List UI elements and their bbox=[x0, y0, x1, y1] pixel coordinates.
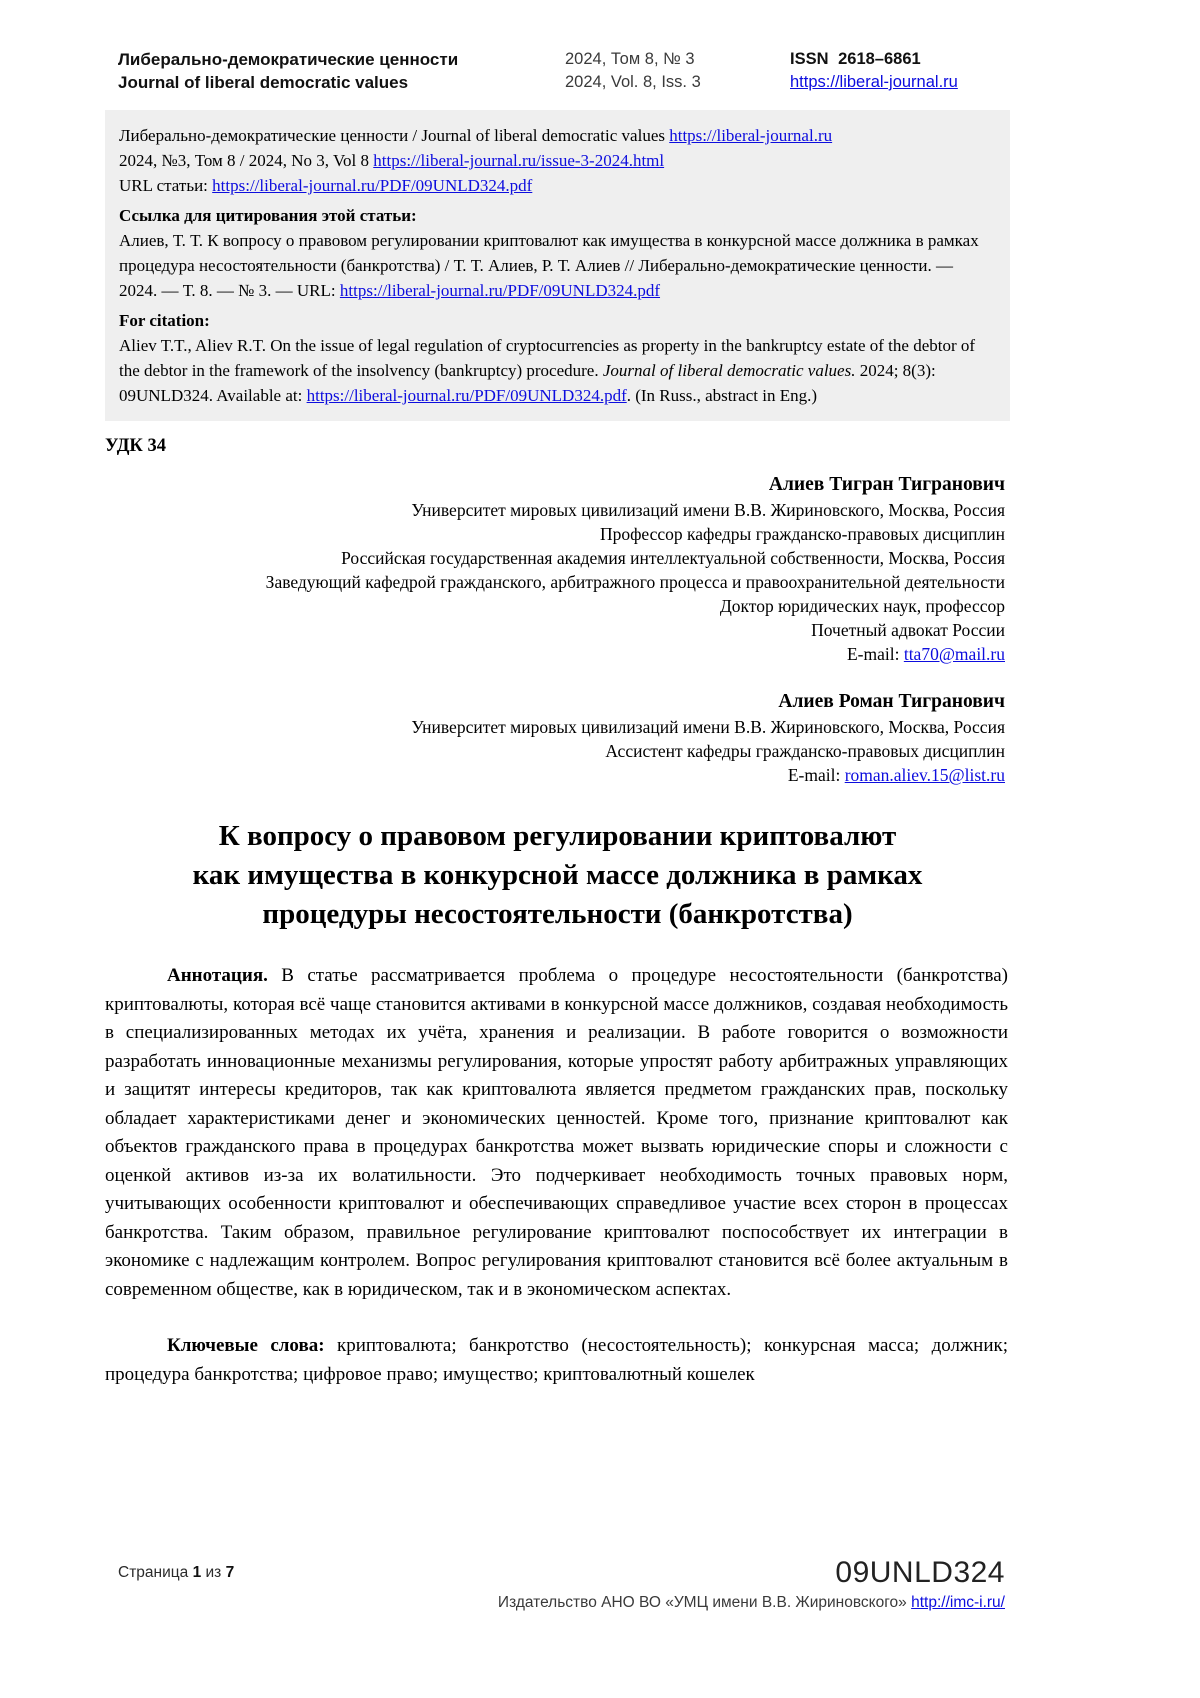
article-title-line-3: процедуры несостоятельности (банкротства) bbox=[262, 898, 853, 930]
page-counter bbox=[105, 1556, 234, 1582]
author-1-name: Алиев Тигран Тигранович bbox=[768, 474, 1005, 495]
author-1-honor: Почетный адвокат России bbox=[811, 620, 1005, 640]
en-citation-pdf-link[interactable]: https://liberal-journal.ru/PDF/09UNLD324.pdf bbox=[306, 386, 627, 405]
article-title bbox=[105, 817, 1010, 934]
citebox-journal-link[interactable]: https://liberal-journal.ru bbox=[669, 126, 833, 145]
article-id: 09UNLD324 bbox=[835, 1556, 1005, 1589]
abstract-label: Аннотация. bbox=[167, 965, 268, 986]
abstract-paragraph bbox=[105, 962, 1008, 1304]
issue-info-block bbox=[565, 48, 790, 94]
ru-citation-pdf-link[interactable]: https://liberal-journal.ru/PDF/09UNLD324.pdf bbox=[339, 281, 661, 300]
en-citation-journal-italic: Journal of liberal democratic values. bbox=[602, 361, 856, 380]
citebox-journal-text: Либерально-демократические ценности / Journal of liberal democratic values bbox=[119, 126, 670, 145]
journal-name-en: Journal of liberal democratic values bbox=[118, 73, 409, 92]
author-1-degree: Доктор юридических наук, профессор bbox=[719, 596, 1005, 616]
citebox-issue-text: 2024, №3, Том 8 / 2024, No 3, Vol 8 bbox=[119, 151, 374, 170]
author-block-2 bbox=[105, 688, 1005, 787]
footer-top-row bbox=[105, 1556, 1005, 1590]
ru-citation-heading: Ссылка для цитирования этой статьи: bbox=[119, 206, 417, 225]
author-2-email-link[interactable]: roman.aliev.15@list.ru bbox=[844, 765, 1005, 785]
publisher-link[interactable]: http://imc-i.ru/ bbox=[911, 1594, 1005, 1611]
author-2-position-1: Ассистент кафедры гражданско-правовых дисциплин bbox=[605, 741, 1005, 761]
citebox-journal-line bbox=[119, 123, 994, 148]
running-head bbox=[0, 0, 1200, 94]
en-citation-text-2: 2024; 8(3): 09UNLD324. Available at: bbox=[119, 361, 936, 405]
en-citation-heading: For citation: bbox=[119, 311, 210, 330]
keywords-text: криптовалюта; банкротство (несостоятельность); конкурсная масса; должник; процедура банкротства; цифровое право; имущество; криптовалютный кошелек bbox=[105, 1335, 1009, 1385]
author-2-affiliation-1: Университет мировых цивилизаций имени В.В. Жириновского, Москва, Россия bbox=[411, 717, 1005, 737]
en-citation-text-3: . (In Russ., abstract in Eng.) bbox=[626, 386, 818, 405]
issn-block bbox=[790, 48, 958, 94]
authors-section bbox=[105, 471, 1005, 787]
page-total: 7 bbox=[225, 1564, 235, 1581]
author-2-email-label: E-mail: bbox=[787, 765, 845, 785]
author-1-email-line bbox=[105, 642, 1005, 666]
article-url-label: URL статьи: bbox=[119, 176, 213, 195]
journal-name-ru: Либерально-демократические ценности bbox=[118, 50, 459, 69]
article-pdf-link[interactable]: https://liberal-journal.ru/PDF/09UNLD324.pdf bbox=[212, 176, 533, 195]
page-footer bbox=[105, 1556, 1005, 1612]
author-block-1 bbox=[105, 471, 1005, 666]
author-1-affiliation-1: Университет мировых цивилизаций имени В.В. Жириновского, Москва, Россия bbox=[411, 500, 1005, 520]
publisher-line bbox=[105, 1594, 1005, 1612]
author-2-name: Алиев Роман Тигранович bbox=[778, 691, 1005, 712]
journal-name-block bbox=[118, 48, 565, 94]
author-1-email-label: E-mail: bbox=[846, 644, 904, 664]
en-citation-text-1: Aliev T.T., Aliev R.T. On the issue of legal regulation of cryptocurrencies as property in the bankruptcy estate of the debtor of the debtor in the framework of the insolvency (bankruptcy) procedure. bbox=[119, 336, 976, 380]
citation-box bbox=[105, 110, 1010, 421]
author-1-position-2: Заведующий кафедрой гражданского, арбитражного процесса и правоохранительной деятельности bbox=[265, 572, 1005, 592]
ru-citation-text: Алиев, Т. Т. К вопросу о правовом регулировании криптовалют как имущества в конкурсной массе должника в рамках процедура несостоятельности (банкротства) / Т. Т. Алиев, Р. Т. Алиев // Либерально-демократические ценности. — 2024. — Т. 8. — № 3. — URL: bbox=[119, 231, 979, 300]
page-word: Страница bbox=[118, 1564, 193, 1581]
issue-info-en: 2024, Vol. 8, Iss. 3 bbox=[565, 73, 701, 91]
citebox-issue-line bbox=[119, 148, 994, 173]
issue-info-ru: 2024, Том 8, № 3 bbox=[565, 50, 695, 68]
article-title-line-1: К вопросу о правовом регулировании криптовалют bbox=[218, 820, 897, 852]
journal-site-link[interactable]: https://liberal-journal.ru bbox=[790, 73, 958, 91]
abstract-text: В статье рассматривается проблема о процедуре несостоятельности (банкротства) криптовалюты, которая всё чаще становится активами в конкурсной массе должников, создавая необходимость в специализированных методах их учёта, хранения и реализации. В работе говорится о возможности разработать инновационные механизмы регулирования, которые упростят работу арбитражных управляющих и защитят интересы кредиторов, так как криптовалюта является предметом гражданских прав, поскольку обладает характеристиками денег и экономических ценностей. Кроме того, признание криптовалют как объектов гражданского права в процедурах банкротства может вызвать юридические споры и сложности с оценкой активов из-за их волатильности. Это подчеркивает необходимость точных правовых норм, учитывающих особенности криптовалют и обеспечивающих справедливое участие всех сторон в процессах банкротства. Таким образом, правильное регулирование криптовалют поспособствует их интеграции в экономике с надлежащим контролем. Вопрос регулирования криптовалют становится всё более актуальным в современном обществе, как в юридическом, так и в экономическом аспектах. bbox=[105, 965, 1008, 1300]
en-citation-paragraph bbox=[119, 333, 994, 408]
issn-number: ISSN 2618–6861 bbox=[790, 50, 921, 68]
author-1-email-link[interactable]: tta70@mail.ru bbox=[903, 644, 1005, 664]
author-2-email-line bbox=[105, 763, 1005, 787]
udc-code: УДК 34 bbox=[105, 436, 166, 456]
publisher-text: Издательство АНО ВО «УМЦ имени В.В. Жириновского» bbox=[497, 1594, 912, 1611]
keywords-paragraph bbox=[105, 1332, 1008, 1389]
citebox-issue-link[interactable]: https://liberal-journal.ru/issue-3-2024.html bbox=[373, 151, 665, 170]
author-1-affiliation-2: Российская государственная академия интеллектуальной собственности, Москва, Россия bbox=[341, 548, 1005, 568]
author-1-position-1: Профессор кафедры гражданско-правовых дисциплин bbox=[599, 524, 1005, 544]
page-current: 1 bbox=[192, 1564, 202, 1581]
keywords-label: Ключевые слова: bbox=[167, 1335, 325, 1356]
citebox-article-url-line bbox=[119, 173, 994, 198]
ru-citation-paragraph bbox=[119, 228, 994, 303]
article-title-line-2: как имущества в конкурсной массе должника в рамках bbox=[192, 859, 923, 891]
of-word: из bbox=[201, 1564, 226, 1581]
